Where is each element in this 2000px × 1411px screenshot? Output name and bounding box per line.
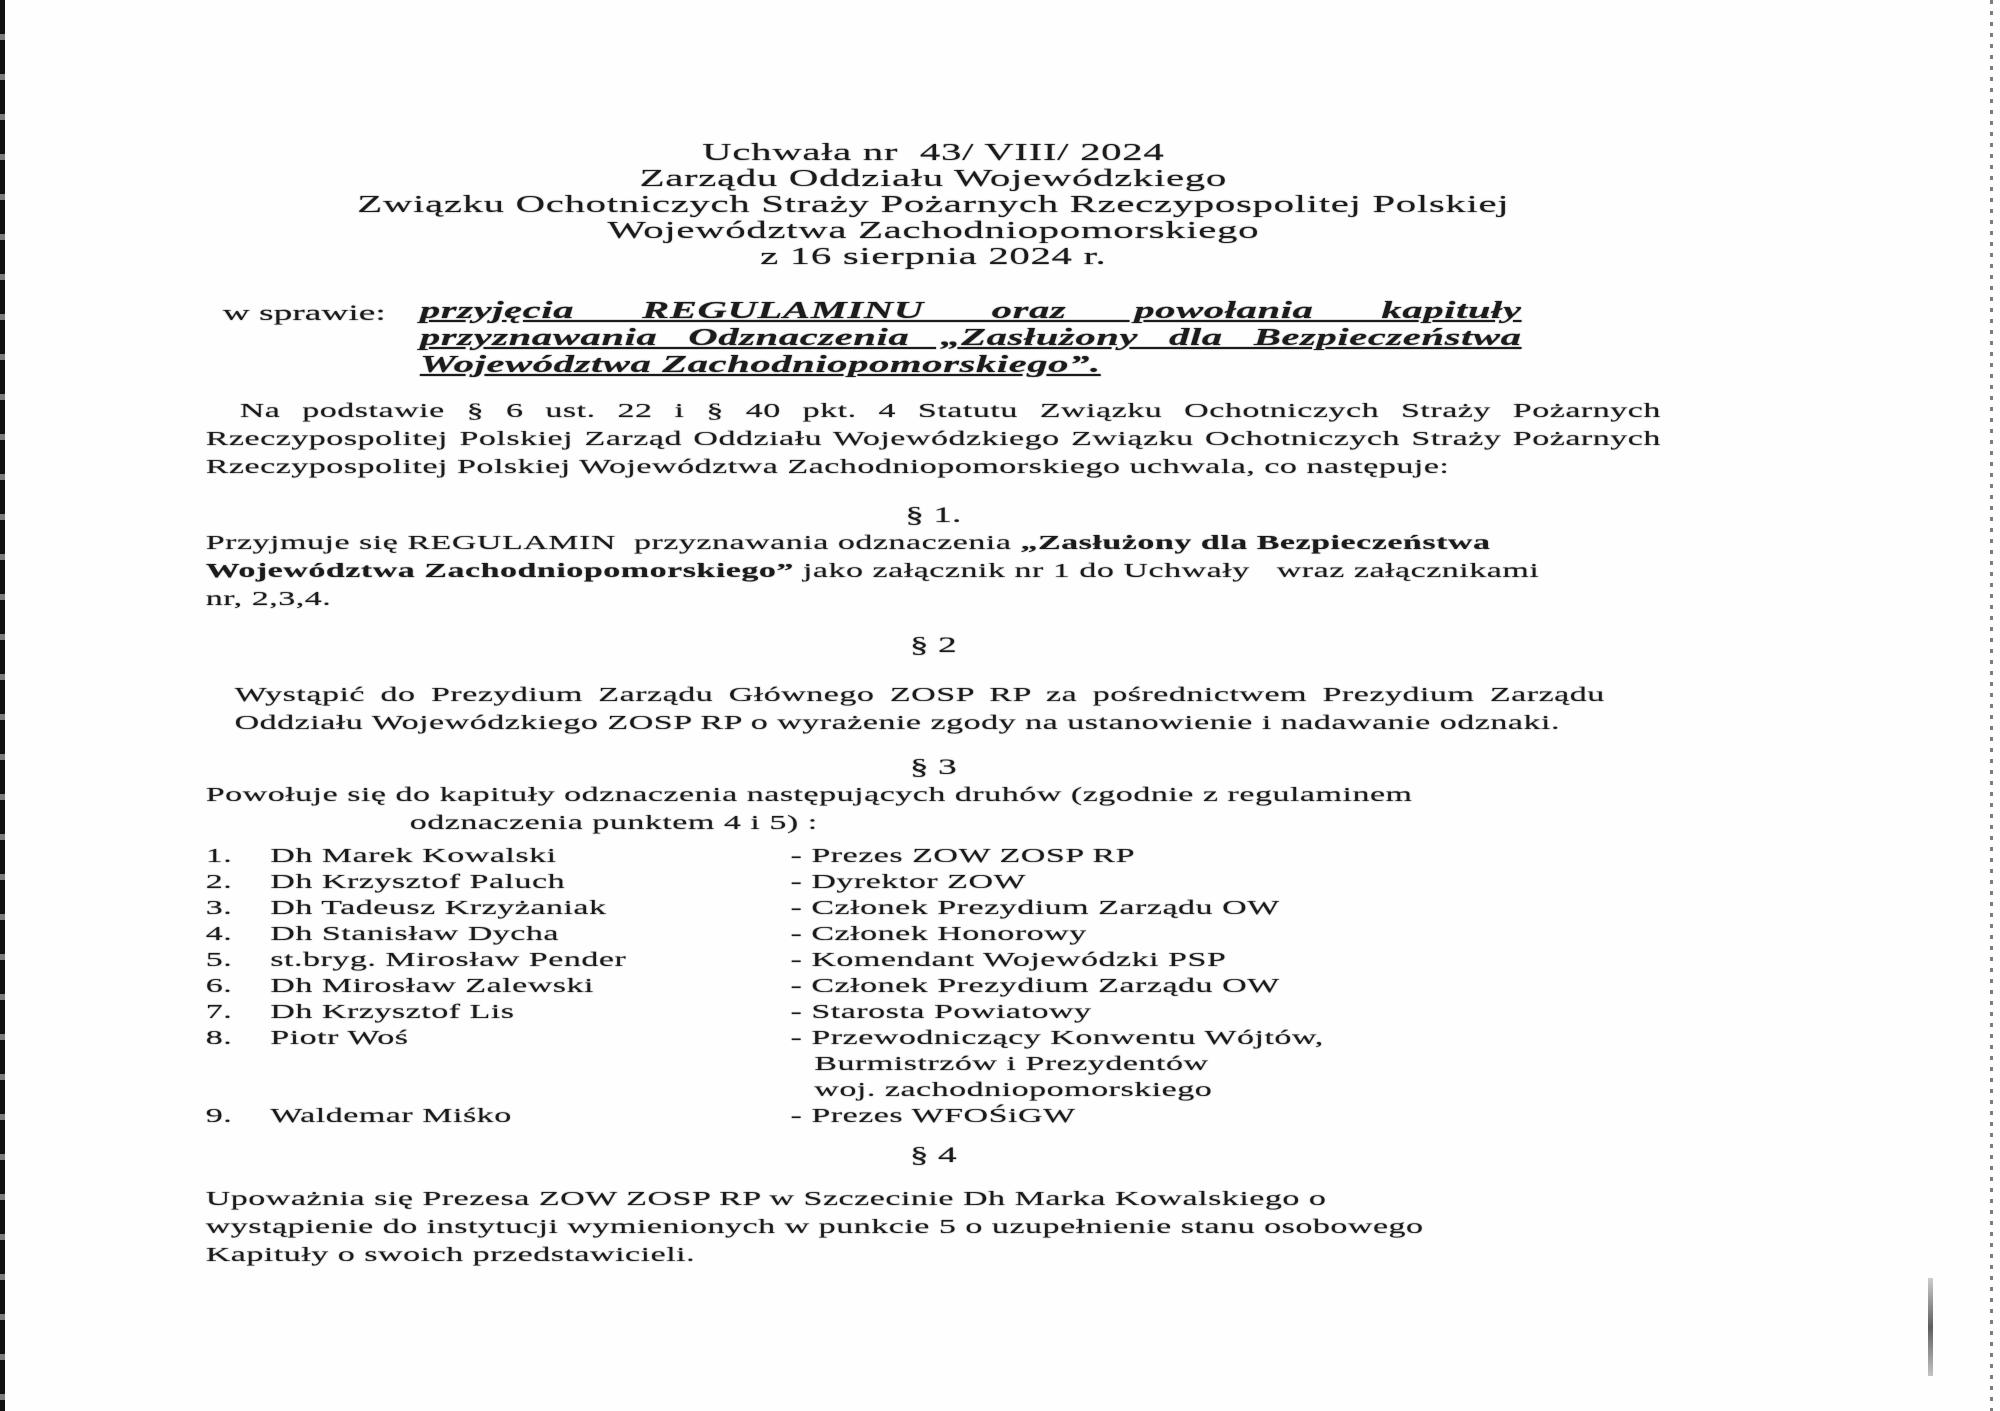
header-line-board: Zarządu Oddziału Wojewódzkiego — [639, 166, 1227, 192]
section-1-paragraph — [206, 529, 1566, 613]
section-3-intro-line-2: odznaczenia punktem 4 i 5) : — [409, 812, 818, 834]
resolution-header — [206, 140, 1661, 270]
section-1-heading: § 1. — [905, 502, 962, 527]
header-line-voivodeship: Województwa Zachodniopomorskiego — [607, 218, 1260, 244]
member-role: - Dyrektor ZOW — [790, 871, 1027, 893]
scan-artifact-left-edge — [0, 0, 5, 1411]
member-row — [206, 843, 1661, 869]
header-line-date: z 16 sierpnia 2024 r. — [760, 244, 1107, 270]
member-name: Dh Krzysztof Paluch — [270, 871, 566, 893]
member-role: - Członek Honorowy — [790, 923, 1087, 945]
section-2-heading: § 2 — [909, 632, 957, 657]
member-number: 5. — [205, 949, 233, 971]
member-row — [206, 895, 1661, 921]
subject-text — [420, 298, 1522, 379]
member-number: 9. — [205, 1105, 233, 1127]
member-number: 4. — [205, 923, 233, 945]
member-name: Piotr Woś — [270, 1027, 409, 1049]
scan-artifact-streak — [1928, 1278, 1933, 1376]
member-row — [206, 947, 1661, 973]
member-row — [206, 973, 1661, 999]
member-number: 8. — [205, 1027, 233, 1049]
member-name: Dh Tadeusz Krzyżaniak — [270, 897, 607, 919]
section-3-heading: § 3 — [909, 754, 957, 779]
section-2-paragraph: Wystąpić do Prezydium Zarządu Głównego ZOSP RP za pośrednictwem Prezydium Zarządu Oddziału Wojewódzkiego ZOSP RP o wyrażenie zgody na ustanowienie i nadawanie odznaki. — [234, 684, 1605, 734]
scan-artifact-right-dotted-line — [1990, 0, 1993, 1411]
member-role: - Członek Prezydium Zarządu OW — [790, 897, 1280, 919]
member-row — [206, 921, 1661, 947]
subject-block — [206, 298, 1661, 379]
member-role: - Komendant Wojewódzki PSP — [790, 949, 1227, 971]
member-role-continuation: Burmistrzów i Prezydentów — [814, 1053, 1209, 1075]
member-name: Dh Marek Kowalski — [270, 845, 557, 867]
member-role: - Starosta Powiatowy — [790, 1001, 1092, 1023]
member-number: 3. — [205, 897, 233, 919]
member-role: - Prezes ZOW ZOSP RP — [790, 845, 1136, 867]
section-4-heading: § 4 — [909, 1142, 957, 1167]
header-line-resolution-number: Uchwała nr 43/ VIII/ 2024 — [702, 140, 1165, 166]
member-number: 7. — [205, 1001, 233, 1023]
section-3-intro-line-1: Powołuje się do kapituły odznaczenia następujących druhów (zgodnie z regulaminem — [205, 784, 1413, 806]
subject-line-3: Województwa Zachodniopomorskiego”. — [419, 352, 1101, 378]
section-1-text-before: Przyjmuje się REGULAMIN przyznawania odznaczenia — [205, 532, 1021, 554]
member-number: 2. — [205, 871, 233, 893]
member-row — [206, 1103, 1661, 1129]
member-row — [206, 999, 1661, 1025]
header-line-association: Związku Ochotniczych Straży Pożarnych Rzeczypospolitej Polskiej — [357, 192, 1510, 218]
member-name: Dh Stanisław Dycha — [270, 923, 560, 945]
member-role-line-1: - Przewodniczący Konwentu Wójtów, — [790, 1027, 1324, 1049]
member-name: Dh Krzysztof Lis — [270, 1001, 515, 1023]
member-role — [791, 1025, 1661, 1103]
member-role-continuation: woj. zachodniopomorskiego — [814, 1079, 1213, 1101]
section-4-paragraph: Upoważnia się Prezesa ZOW ZOSP RP w Szczecinie Dh Marka Kowalskiego o wystąpienie do instytucji wymienionych w punkcie 5 o uzupełnienie stanu osobowego Kapituły o swoich przedstawicieli. — [205, 1188, 1424, 1266]
section-1-text-after: jako załącznik nr 1 do Uchwały wraz załącznikami nr, 2,3,4. — [205, 560, 1549, 610]
section-3-intro — [206, 781, 1661, 837]
member-role: - Prezes WFOŚiGW — [790, 1105, 1076, 1127]
member-row — [206, 869, 1661, 895]
member-number: 1. — [205, 845, 233, 867]
member-name: Waldemar Miśko — [270, 1105, 512, 1127]
member-name: st.bryg. Mirosław Pender — [270, 949, 627, 971]
member-name: Dh Mirosław Zalewski — [270, 975, 595, 997]
preamble-paragraph: Na podstawie § 6 ust. 22 i § 40 pkt. 4 Statutu Związku Ochotniczych Straży Pożarnych Rzeczypospolitej Polskiej Zarząd Oddziału Wojewódzkiego Związku Ochotniczych Straży Pożarnych Rzeczypospolitej Polskiej Województwa Zachodniopomorskiego uchwala, co następuje: — [205, 400, 1661, 478]
subject-line-1: przyjęcia REGULAMINU oraz powołania kapituły — [419, 298, 1522, 324]
member-number: 6. — [205, 975, 233, 997]
section-1-bold-award-name: „Zasłużony dla Bezpieczeństwa Województwa Zachodniopomorskiego” — [205, 532, 1499, 582]
subject-line-2: przyznawania Odznaczenia „Zasłużony dla Bezpieczeństwa — [419, 325, 1522, 351]
chapter-members-list — [206, 843, 1661, 1129]
subject-label: w sprawie: — [222, 300, 386, 325]
member-row — [206, 1025, 1661, 1103]
member-role: - Członek Prezydium Zarządu OW — [790, 975, 1280, 997]
